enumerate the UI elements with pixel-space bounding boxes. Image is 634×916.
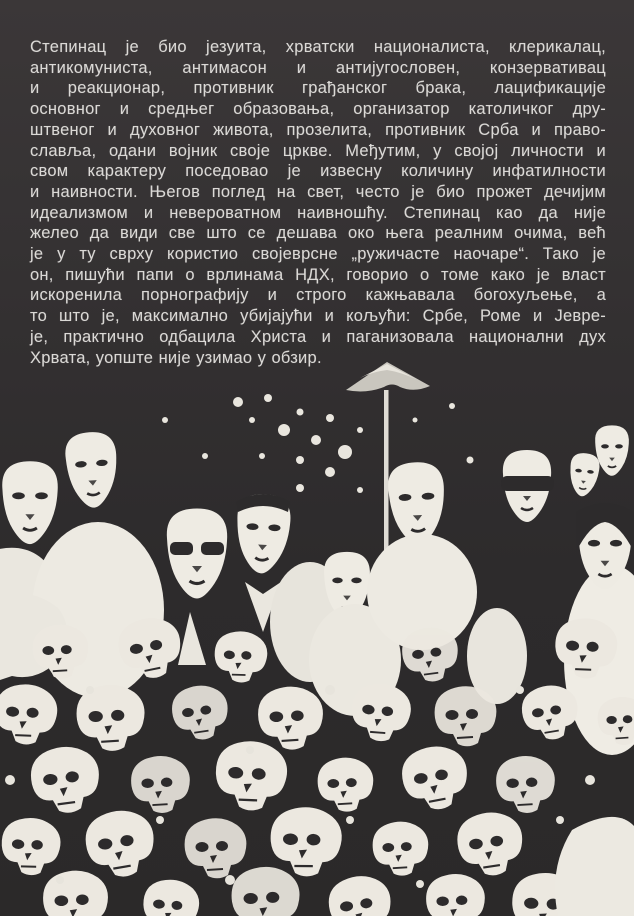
text-line: је, практично одбацила Христа и паганизовала национални дух xyxy=(30,327,606,346)
text-line: Степинац је био језуита, хрватски националиста, клерикалац, xyxy=(30,38,606,56)
text-line: и наивности. Његов поглед на свет, често је био прожет дечијим xyxy=(30,182,606,201)
face-icon xyxy=(567,452,600,498)
text-line: он, пишући папи о врлинама НДХ, говорио о томе како је власт xyxy=(30,265,606,284)
bone-mass xyxy=(555,817,634,916)
text-line: свом карактеру поседовао је извесну количину инфатилности xyxy=(30,162,606,181)
text-line: славља, одани војник своје цркве. Међутим, у својој личности и xyxy=(30,141,606,160)
text-line: идеализмом и невероватном наивношћу. Степинац као да није xyxy=(30,203,606,222)
eye-shadow-band xyxy=(501,476,554,491)
text-line: искоренила порнографију и строго кажњавала богохуљење, а xyxy=(30,286,606,305)
text-line: желео да види све што се дешава око њега реалним очима, већ xyxy=(30,224,606,243)
text-line: антикомуниста, антимасон и антијугословен, конзервативац xyxy=(30,58,606,77)
text-line: Хрвата, уопште није узимао у обзир. xyxy=(30,348,322,367)
face-icon xyxy=(387,461,447,547)
shirt-collar xyxy=(178,612,206,665)
text-line: и реакционар, противник грађанског брака, лацификације xyxy=(30,79,606,98)
photo-collage xyxy=(0,360,634,916)
sunglasses-icon xyxy=(201,542,224,555)
text-line: је у ту сврху користио својеврсне „ружичасте наочаре“. Тако је xyxy=(30,245,606,264)
face-icon xyxy=(595,425,629,475)
face-icon xyxy=(64,430,120,509)
text-line: то што је, максимално убијајући и кољући: Србе, Роме и Јевре- xyxy=(30,307,606,326)
text-line: основног и средњег образовања, организатор католичког дру- xyxy=(30,100,606,119)
face-icon xyxy=(2,461,58,544)
body-paragraph xyxy=(30,37,606,368)
text-line: штвеног и духовног живота, прозелита, противник Срба и право- xyxy=(30,120,606,139)
sunglasses-icon xyxy=(170,542,193,555)
